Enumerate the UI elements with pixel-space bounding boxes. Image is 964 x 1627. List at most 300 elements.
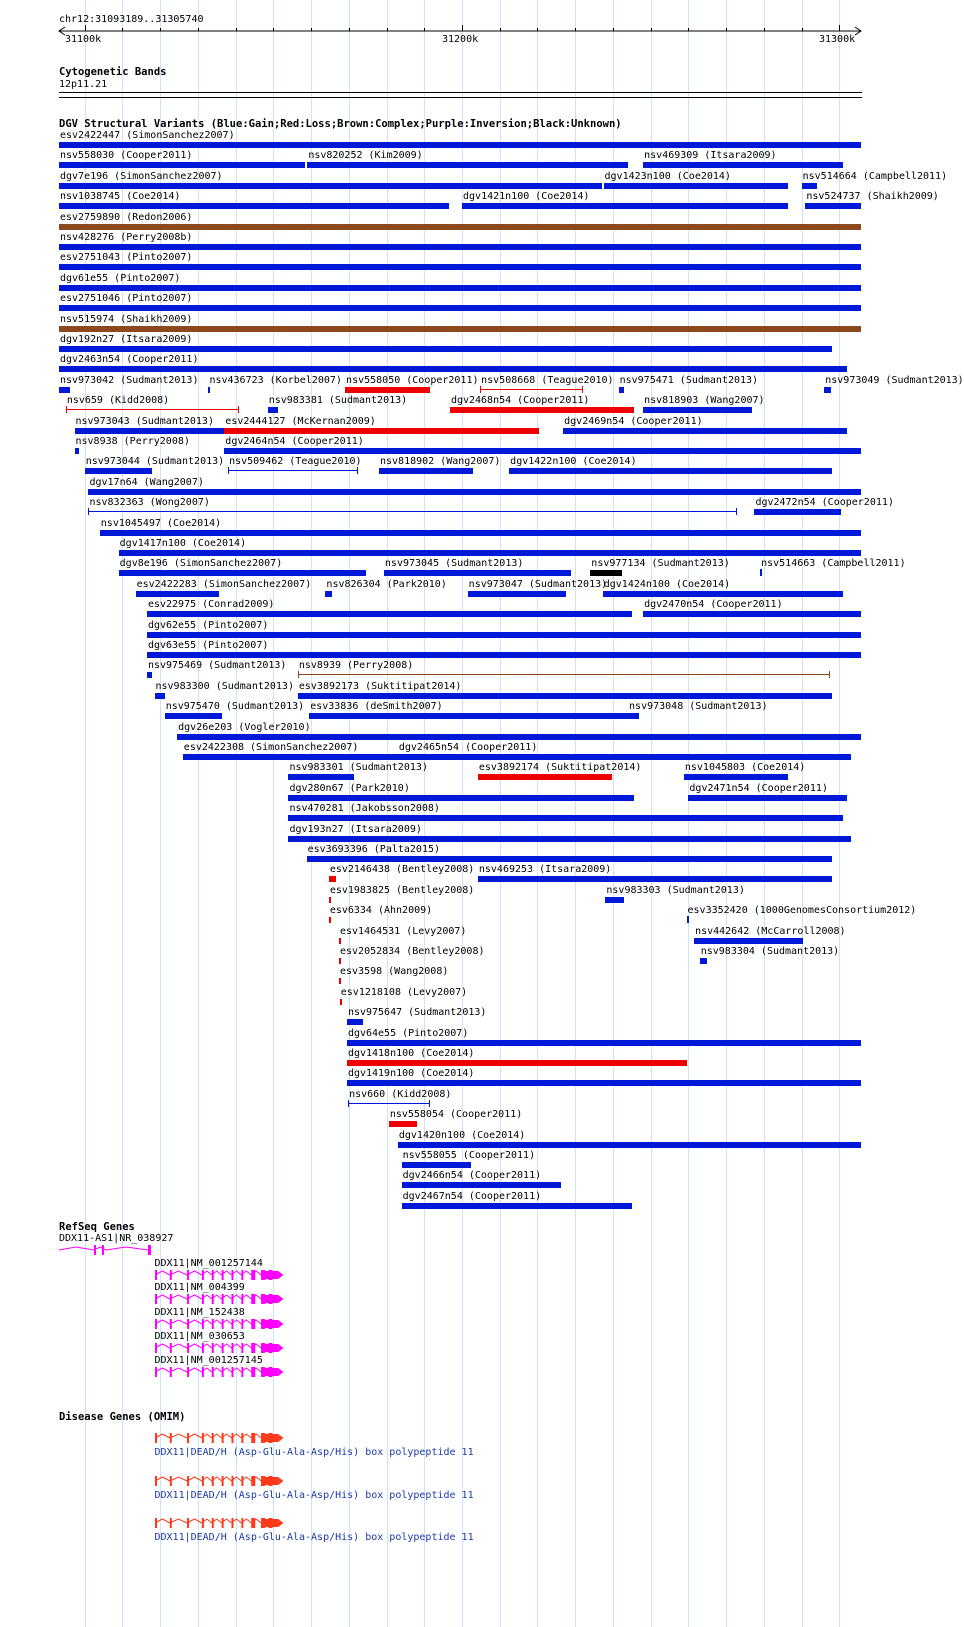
variant-label: esv3693396 (Palta2015) [307,844,441,855]
intron [187,1344,202,1348]
variant-bar [402,1162,472,1168]
dgv-title: DGV Structural Variants (Blue:Gain;Red:Loss;Brown:Complex;Purple:Inversion;Black:Unknown) [59,118,622,130]
exon [221,1518,223,1528]
exon [155,1518,157,1528]
intron [155,1295,170,1299]
variant-bar [605,897,623,903]
exon [102,1245,104,1255]
intron [155,1477,170,1481]
variant-bar [468,591,566,597]
variant-label: nsv983301 (Sudmant2013) [289,762,428,774]
intron [187,1320,202,1324]
variant-bar [700,958,708,964]
variant-bar [329,876,336,882]
gene-label: DDX11-AS1|NR_038927 [59,1233,174,1244]
variant-label: esv1218108 (Levy2007) [340,986,468,998]
variant-label: nsv509462 (Teague2010) [229,456,362,468]
cytoband-title: Cytogenetic Bands [59,66,167,78]
exon-block [261,1477,278,1485]
exon [211,1343,213,1353]
exon [187,1319,189,1329]
variant-label: nsv1038745 (Coe2014) [60,191,181,203]
cytoband-line-2 [59,97,862,98]
variant-bar [309,713,628,719]
exon [187,1270,189,1280]
variant-label: dgv1417n100 (Coe2014) [119,538,247,549]
variant-label: nsv826304 (Park2010) [326,578,447,590]
variant-label: dgv2467n54 (Cooper2011) [402,1190,542,1202]
variant-bar [805,203,861,209]
variant-label: esv22975 (Conrad2009) [147,599,275,611]
variant-bar [59,162,305,168]
variant-line [88,511,737,512]
variant-cap-right [761,569,762,576]
variant-bar [75,428,234,434]
variant-label: dgv26e203 (Vogler2010) [178,721,311,733]
variant-label: esv2759890 (Redon2006) [60,211,193,223]
variant-bar [59,285,861,291]
exon [201,1367,203,1377]
variant-bar [688,795,846,801]
exon [211,1367,213,1377]
exon [251,1518,255,1528]
variant-label: nsv514663 (Campbell2011) [761,558,906,570]
variant-bar [398,754,851,760]
scale-ruler [0,0,890,60]
variant-bar [339,978,341,984]
cytoband-label: 12p11.21 [59,79,108,90]
variant-bar [307,856,832,862]
variant-bar [208,387,210,393]
strand-arrow [278,1295,283,1303]
exon-block [261,1320,278,1328]
variant-bar [389,1121,417,1127]
exon [169,1319,171,1329]
variant-bar [509,468,832,474]
variant-label: nsv973043 (Sudmant2013) [75,415,214,427]
strand-arrow [278,1271,283,1279]
exon [231,1367,233,1377]
intron [169,1271,186,1275]
variant-label: nsv977134 (Sudmant2013) [591,558,730,570]
variant-bar [59,183,602,189]
variant-bar [119,550,861,556]
variant-bar [147,652,861,658]
intron [169,1434,186,1438]
gene-label: DDX11|NM_030653 [154,1330,245,1342]
tick-label: 31100k [65,34,102,45]
exon [169,1518,171,1528]
intron [187,1295,202,1299]
exon [231,1319,233,1329]
variant-cap-left [66,406,67,413]
variant-bar [59,387,70,393]
exon [169,1294,171,1304]
variant-label: nsv1045497 (Coe2014) [100,517,222,529]
variant-label: dgv64e55 (Pinto2007) [347,1027,469,1039]
exon [201,1319,203,1329]
variant-label: nsv983381 (Sudmant2013) [268,395,408,407]
variant-label: nsv659 (Kidd2008) [66,395,170,407]
variant-label: dgv17n64 (Wang2007) [89,476,204,488]
variant-bar [604,183,789,189]
exon-block [261,1344,278,1352]
variant-bar [288,774,354,780]
variant-label: nsv983303 (Sudmant2013) [606,884,745,896]
variant-label: esv2146438 (Bentley2008) [329,864,475,876]
exon [241,1270,243,1280]
exon [231,1518,233,1528]
variant-bar [802,183,817,189]
variant-label: esv1983825 (Bentley2008) [329,884,475,896]
variant-label: esv33836 (deSmith2007) [310,701,443,713]
variant-bar [643,162,843,168]
gene-model [154,1432,285,1444]
exon [201,1518,203,1528]
exon [155,1319,157,1329]
variant-label: nsv818903 (Wang2007) [644,395,765,407]
exon-block [261,1295,278,1303]
variant-bar [85,468,152,474]
intron [169,1344,186,1348]
intron [169,1477,186,1481]
variant-label: nsv428276 (Perry2008b) [60,232,193,243]
variant-label: esv2422447 (SimonSanchez2007) [60,130,235,141]
exon [231,1433,233,1443]
variant-label: esv2751043 (Pinto2007) [60,252,193,264]
gene-label: DDX11|NM_001257144 [154,1258,263,1269]
exon [251,1343,255,1353]
variant-bar [628,713,639,719]
variant-line [66,409,239,410]
variant-label: nsv436723 (Korbel2007) [209,374,342,386]
variant-bar [329,897,332,903]
variant-cap-right [829,671,830,678]
exon [187,1518,189,1528]
exon [211,1270,213,1280]
variant-label: nsv973049 (Sudmant2013) [825,374,964,386]
intron [155,1320,170,1324]
variant-label: dgv2464n54 (Cooper2011) [225,436,364,447]
variant-bar [59,244,861,250]
variant-label: dgv2471n54 (Cooper2011) [689,782,828,794]
variant-bar [619,387,625,393]
intron [59,1247,94,1250]
exon [241,1294,243,1304]
strand-arrow [278,1434,283,1442]
exon-block [261,1368,278,1376]
exon [169,1270,171,1280]
intron [187,1519,202,1523]
variant-label: nsv973042 (Sudmant2013) [60,374,199,386]
variant-bar [147,632,861,638]
variant-label: dgv1424n100 (Coe2014) [603,578,731,590]
variant-bar [224,448,861,454]
variant-label: nsv973044 (Sudmant2013) [85,456,225,468]
intron [187,1477,202,1481]
variant-label: esv2751046 (Pinto2007) [60,293,193,305]
variant-label: dgv2463n54 (Cooper2011) [60,354,199,366]
intron [169,1368,186,1372]
variant-label: nsv469309 (Itsara2009) [644,150,777,162]
exon [155,1367,157,1377]
exon [231,1294,233,1304]
exon [241,1433,243,1443]
variant-cap-left [228,467,229,474]
exon [155,1433,157,1443]
variant-bar [155,693,165,699]
strand-arrow [278,1344,283,1352]
variant-label: dgv62e55 (Pinto2007) [147,619,269,631]
variant-bar [59,326,861,332]
variant-label: nsv8938 (Perry2008) [75,436,190,447]
intron [187,1271,202,1275]
variant-bar [268,407,279,413]
variant-label: esv3892174 (Suktitipat2014) [478,762,642,774]
exon [211,1433,213,1443]
variant-bar [478,774,612,780]
gene-model [58,1244,158,1256]
exon [231,1270,233,1280]
variant-bar [136,591,219,597]
variant-label: nsv558050 (Cooper2011) [346,374,479,386]
exon [241,1476,243,1486]
variant-bar [347,1060,687,1066]
exon [201,1476,203,1486]
variant-label: dgv7e196 (SimonSanchez2007) [60,170,223,182]
exon [169,1433,171,1443]
omim-gene-label: DDX11|DEAD/H (Asp-Glu-Ala-Asp/His) box polypeptide 11 [154,1532,474,1543]
variant-label: dgv2466n54 (Cooper2011) [402,1170,542,1182]
variant-label: nsv983300 (Sudmant2013) [155,680,294,692]
strand-arrow [278,1477,283,1485]
exon [148,1245,151,1255]
variant-bar [462,203,788,209]
variant-bar [590,570,621,576]
variant-cap-left [348,1100,349,1107]
variant-bar [694,938,803,944]
variant-bar [563,428,847,434]
variant-label: nsv524737 (Shaikh2009) [806,191,939,203]
variant-bar [325,591,331,597]
variant-label: dgv63e55 (Pinto2007) [147,640,269,651]
exon-block [261,1271,278,1279]
variant-label: esv3352420 (1000GenomesConsortium2012) [687,905,917,917]
strand-arrow [278,1519,283,1527]
variant-cap-left [298,671,299,678]
exon-block [261,1519,278,1527]
tick-label: 31300k [819,34,856,45]
variant-label: dgv1418n100 (Coe2014) [347,1048,475,1059]
variant-label: nsv508668 (Teague2010) [481,374,614,386]
gene-model [154,1269,285,1281]
variant-label: dgv8e196 (SimonSanchez2007) [119,558,283,570]
variant-label: nsv973045 (Sudmant2013) [384,558,524,570]
variant-label: dgv1423n100 (Coe2014) [604,170,731,182]
variant-label: dgv1422n100 (Coe2014) [510,456,637,468]
gene-label: DDX11|NM_152438 [154,1306,245,1318]
strand-arrow [278,1368,283,1376]
variant-bar [59,224,861,230]
variant-label: dgv2469n54 (Cooper2011) [564,415,703,427]
gene-model [154,1517,285,1529]
exon [221,1270,223,1280]
variant-bar [384,570,571,576]
intron [169,1519,186,1523]
variant-label: esv3598 (Wang2008) [340,966,449,978]
intron [169,1295,186,1299]
exon [211,1294,213,1304]
exon-block [261,1434,278,1442]
variant-label: esv2422308 (SimonSanchez2007) [183,742,359,753]
exon [201,1343,203,1353]
exon [231,1476,233,1486]
variant-bar [339,938,341,944]
exon [187,1367,189,1377]
variant-bar [177,734,861,740]
variant-bar [288,836,850,842]
variant-bar [398,1142,861,1148]
variant-bar [347,1040,861,1046]
intron [106,1247,148,1250]
variant-cap-right [357,467,358,474]
variant-label: nsv558055 (Cooper2011) [402,1150,536,1161]
variant-label: dgv280n67 (Park2010) [289,782,410,794]
variant-label: nsv818902 (Wang2007) [380,456,501,468]
exon [251,1476,255,1486]
variant-label: dgv2468n54 (Cooper2011) [450,395,590,407]
variant-bar [402,1182,561,1188]
variant-bar [147,611,632,617]
variant-bar [347,1080,861,1086]
exon [94,1245,96,1255]
variant-label: nsv470281 (Jakobsson2008) [289,803,440,815]
exon [241,1319,243,1329]
exon [221,1343,223,1353]
exon [169,1476,171,1486]
variant-label: nsv973047 (Sudmant2013) [468,578,608,590]
variant-label: esv2052834 (Bentley2008) [340,946,485,957]
variant-label: nsv660 (Kidd2008) [349,1088,452,1100]
cytoband-line-1 [59,92,862,93]
strand-arrow [278,1320,283,1328]
variant-bar [339,958,341,964]
variant-bar [59,203,449,209]
variant-label: nsv558030 (Cooper2011) [60,150,193,162]
variant-label: nsv1045803 (Coe2014) [684,762,806,774]
gene-label: DDX11|NM_001257145 [154,1355,263,1367]
variant-label: dgv1420n100 (Coe2014) [398,1129,526,1141]
variant-bar [478,876,832,882]
gene-model [154,1318,285,1330]
variant-label: nsv469253 (Itsara2009) [478,864,612,876]
variant-bar [340,999,342,1005]
gene-model [154,1293,285,1305]
variant-line [480,389,583,390]
gene-model [154,1342,285,1354]
variant-label: dgv1419n100 (Coe2014) [347,1068,475,1080]
variant-bar [347,1019,363,1025]
variant-bar [450,407,634,413]
variant-bar [345,387,430,393]
refseq-title: RefSeq Genes [59,1221,135,1233]
variant-label: dgv192n27 (Itsara2009) [60,334,193,345]
omim-title: Disease Genes (OMIM) [59,1411,186,1423]
variant-label: dgv61e55 (Pinto2007) [60,272,181,284]
exon [211,1319,213,1329]
variant-label: esv2444127 (McKernan2009) [225,415,376,427]
location-readout: chr12:31093189..31305740 [59,14,204,25]
variant-bar [88,489,861,495]
variant-bar [824,387,831,393]
variant-label: nsv8939 (Perry2008) [298,660,414,672]
variant-bar [603,591,843,597]
variant-bar [75,448,80,454]
variant-label: dgv1421n100 (Coe2014) [463,191,590,203]
exon [251,1433,255,1443]
exon [251,1367,255,1377]
variant-line [298,674,830,675]
variant-line [348,1103,430,1104]
gene-model [154,1475,285,1487]
omim-gene-label: DDX11|DEAD/H (Asp-Glu-Ala-Asp/His) box polypeptide 11 [154,1489,474,1501]
exon [201,1270,203,1280]
exon [155,1343,157,1353]
variant-line [228,470,358,471]
variant-label: nsv442642 (McCarroll2008) [695,925,846,937]
variant-bar [329,917,331,923]
exon [241,1343,243,1353]
variant-bar [147,672,152,678]
variant-bar [59,142,861,148]
variant-bar [298,693,832,699]
variant-label: esv6334 (Ahn2009) [329,905,433,917]
gene-label: DDX11|NM_004399 [154,1282,245,1294]
variant-label: esv1464531 (Levy2007) [340,925,467,937]
variant-label: nsv973048 (Sudmant2013) [629,701,768,713]
exon [221,1476,223,1486]
variant-cap-right [238,406,239,413]
variant-bar [288,795,633,801]
exon [211,1518,213,1528]
exon [155,1294,157,1304]
variant-cap-right [688,916,689,923]
variant-label: nsv832363 (Wong2007) [89,497,210,509]
intron [155,1519,170,1523]
omim-gene-label: DDX11|DEAD/H (Asp-Glu-Ala-Asp/His) box polypeptide 11 [154,1447,474,1458]
exon [187,1343,189,1353]
intron [169,1320,186,1324]
variant-bar [165,713,222,719]
exon [201,1294,203,1304]
variant-label: nsv975471 (Sudmant2013) [619,374,759,386]
variant-bar [643,407,752,413]
exon [241,1367,243,1377]
exon [221,1367,223,1377]
variant-bar [59,346,832,352]
variant-bar [754,509,841,515]
intron [187,1434,202,1438]
variant-cap-right [582,386,583,393]
intron [155,1344,170,1348]
exon [169,1343,171,1353]
exon [241,1518,243,1528]
variant-label: dgv193n27 (Itsara2009) [289,823,422,835]
variant-label: nsv975647 (Sudmant2013) [347,1007,487,1019]
exon [211,1476,213,1486]
variant-bar [684,774,789,780]
variant-cap-right [429,1100,430,1107]
